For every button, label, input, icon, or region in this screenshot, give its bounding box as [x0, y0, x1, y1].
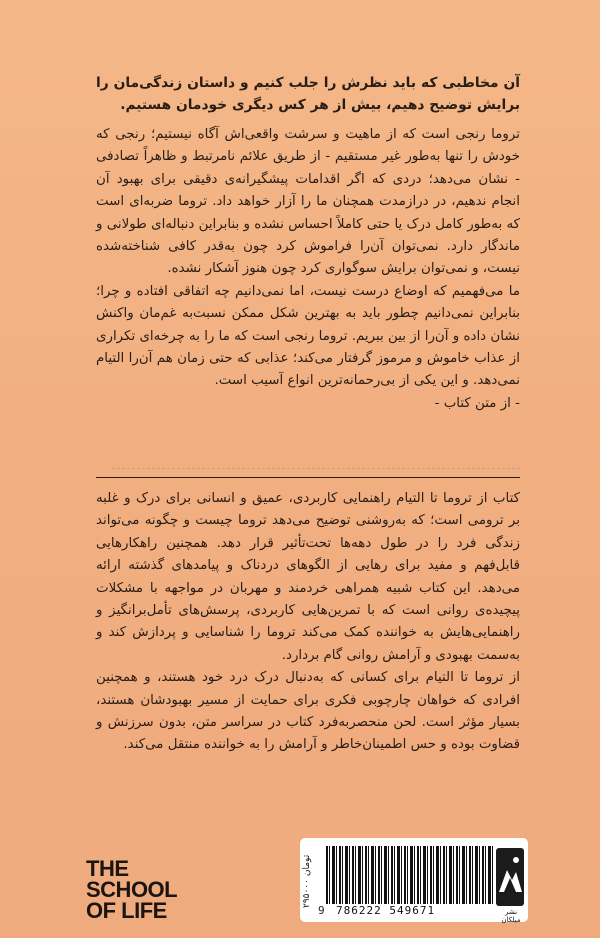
isbn-number: 786222 549671 [336, 904, 436, 917]
isbn-lead-digit: 9 [318, 904, 325, 917]
description-paragraph: از تروما تا التیام برای کسانی که به‌دنبال درک درد خود هستند، و همچنین افرادی که خواهان چارچوبی فکری برای حمایت از مسیر بهبودشان هستند، بسیار مؤثر است. لحن منحصر‌به‌فرد کتاب در سراسر متن، بدون سرزنش و قضاوت بوده و حس اطمینان‌خاطر و آرامش را به خواننده منتقل می‌کند. [96, 670, 520, 753]
price-label: ۲۹۵۰۰۰ تومان [302, 854, 312, 908]
logo-line: SCHOOL [86, 877, 178, 902]
epigraph-quote [96, 72, 520, 116]
mountain-icon [496, 848, 524, 906]
excerpt-paragraph: ما می‌فهمیم که اوضاع درست نیست، اما نمی‌دانیم چه اتفاقی افتاده و چرا؛ بنابراین نمی‌دانیم چطور باید به بهترین شکل ممکن نسبت‌به غم‌مان واکنش نشان داده و آن‌را از بین ببریم. تروما رنجی است که ما را به چرخه‌ای تکراری از عذاب خاموش و مرموز گرفتار می‌کند؛ عذابی که حتی زمان هم آن‌را التیام نمی‌دهد. و این یکی از بی‌رحمانه‌ترین انواع آسیب است. [96, 283, 520, 389]
publisher-name: نشر میلکان [501, 908, 521, 924]
logo-line: THE [86, 856, 129, 881]
school-of-life-logo [86, 858, 177, 921]
excerpt-source: - از متن کتاب - [434, 395, 520, 411]
book-description [96, 488, 520, 757]
dotted-divider [112, 468, 520, 469]
barcode-panel [300, 838, 528, 922]
logo-line: OF LIFE [86, 898, 167, 923]
publisher-logo [496, 848, 524, 924]
barcode-bars [326, 846, 494, 904]
section-divider [96, 477, 520, 478]
quote-text: آن مخاطبی که باید نظرش را جلب کنیم و داستان زندگی‌مان را برایش توضیح دهیم، بیش از هر کس دیگری خودمان هستیم. [96, 75, 520, 113]
book-excerpt [96, 124, 520, 415]
description-paragraph: کتاب از تروما تا التیام راهنمایی کاربردی، عمیق و انسانی برای درک و غلبه بر ترومی است؛ که به‌روشنی توضیح می‌دهد تروما چیست و چگونه می‌تواند زندگی فرد را در طول دهه‌ها تحت‌تأثیر قرار دهد. همچنین راهکارهایی قابل‌فهم و مفید برای رهایی از الگوهای دردناک و پیامدهای گذشته ارائه می‌دهد. این کتاب شبیه همراهی خردمند و مهربان در مواجهه با مشکلات پیچیده‌ی روانی است که با تمرین‌هایی کاربردی، پرسش‌های تأمل‌برانگیز و راهنمایی‌هایش به خواننده کمک می‌کند تروما را شناسایی و پردازش کند و به‌سمت بهبودی و آرامش روانی گام بردارد. [96, 491, 520, 663]
excerpt-paragraph: تروما رنجی است که از ماهیت و سرشت واقعی‌اش آگاه نیستیم؛ رنجی که خودش را تنها به‌طور غیر مستقیم - از طریق علائم نامرتبط و ظاهراً تصادفی - نشان می‌دهد؛ دردی که اگر اقدامات پیشگیرانه‌ی دقیقی برای بهبود آن انجام ندهیم، در درازمدت همچنان ما را آزار خواهد داد. تروما ضربه‌ای است که به‌طور کامل درک یا حتی کاملاً احساس نشده و بنابراین دنباله‌ای طولانی و ماندگار دارد. نمی‌توان آن‌را فراموش کرد چون به‌قدر کافی شناخته‌شده نیست، و نمی‌توان برایش سوگواری کرد چون هنوز آشکار نشده. [96, 127, 520, 277]
